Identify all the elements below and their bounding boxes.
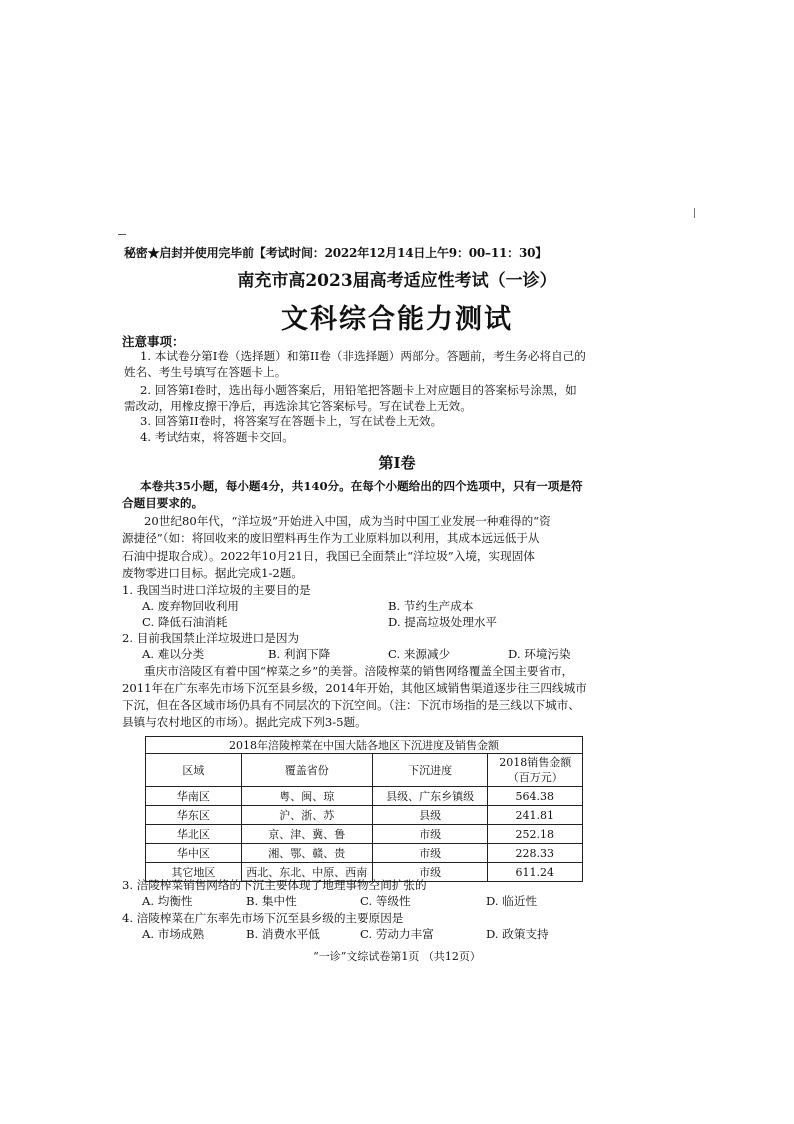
option-a: A. 难以分类 xyxy=(142,647,205,661)
header-sales-line1: 2018销售金额 xyxy=(499,756,572,769)
table-header-row xyxy=(146,754,583,787)
volume-intro: 本卷共35小题，每小题4分，共140分。在每个小题给出的四个选项中，只有一项是符 xyxy=(140,479,583,493)
option-d: D. 提高垃圾处理水平 xyxy=(388,615,498,629)
question-stem: 3. 涪陵榨菜销售网络的下沉主要体现了地理事物空间扩张的 xyxy=(122,878,427,892)
table-caption: 2018年涪陵榨菜在中国大陆各地区下沉进度及销售金额 xyxy=(146,737,583,754)
header-provinces: 覆盖省份 xyxy=(241,754,372,787)
option-d: D. 临近性 xyxy=(486,894,538,908)
header-sales xyxy=(488,754,583,787)
option-a: A. 废弃物回收利用 xyxy=(142,599,239,613)
cell-provinces: 西北、东北、中原、西南 xyxy=(241,863,372,882)
option-b: B. 集中性 xyxy=(246,894,297,908)
header-sales-line2: （百万元） xyxy=(507,771,563,784)
page-footer: “一诊”文综试卷第1页 （共12页） xyxy=(313,950,481,963)
cell-sales: 611.24 xyxy=(488,863,583,882)
cell-sales: 228.33 xyxy=(488,844,583,863)
option-c: C. 劳动力丰富 xyxy=(360,927,434,941)
secret-line: 秘密★启封并使用完毕前【考试时间：2022年12月14日上午9：00–11：30】 xyxy=(124,246,548,260)
option-c: C. 来源减少 xyxy=(388,647,451,661)
passage-line: 重庆市涪陵区有着中国“榨菜之乡”的美誉。涪陵榨菜的销售网络覆盖全国主要省市， xyxy=(144,664,574,678)
header-progress: 下沉进度 xyxy=(372,754,488,787)
question-stem: 4. 涪陵榨菜在广东率先市场下沉至县乡级的主要原因是 xyxy=(122,911,404,925)
option-a: A. 市场成熟 xyxy=(142,927,205,941)
note-item: 姓名、考生号填写在答题卡上。 xyxy=(124,365,287,379)
sales-table xyxy=(145,736,583,882)
cell-provinces: 湘、鄂、赣、贵 xyxy=(241,844,372,863)
note-item: 4. 考试结束，将答题卡交回。 xyxy=(140,430,294,444)
cell-provinces: 京、津、冀、鲁 xyxy=(241,825,372,844)
option-c: C. 等级性 xyxy=(360,894,411,908)
cell-progress: 市级 xyxy=(372,863,488,882)
subject-title: 文科综合能力测试 xyxy=(281,304,513,335)
table-caption-row xyxy=(146,737,583,754)
note-item: 2. 回答第I卷时，选出每小题答案后，用铅笔把答题卡上对应题目的答案标号涂黑，如 xyxy=(140,383,577,397)
passage-line: 下沉，但在各区域市场仍具有不同层次的下沉空间。（注：下沉市场指的是三线以下城市、 xyxy=(122,698,580,712)
table-row xyxy=(146,825,583,844)
cell-region: 华中区 xyxy=(146,844,242,863)
option-d: D. 环境污染 xyxy=(508,647,571,661)
option-b: B. 节约生产成本 xyxy=(388,599,474,613)
option-d: D. 政策支持 xyxy=(486,927,549,941)
cell-provinces: 粤、闽、琼 xyxy=(241,787,372,806)
table-row xyxy=(146,787,583,806)
cell-sales: 252.18 xyxy=(488,825,583,844)
note-item: 1. 本试卷分第I卷（选择题）和第II卷（非选择题）两部分。答题前，考生务必将自己的 xyxy=(140,349,586,363)
table-row xyxy=(146,806,583,825)
exam-title: 南充市高2023届高考适应性考试（一诊） xyxy=(237,271,557,291)
cell-progress: 县级 xyxy=(372,806,488,825)
scan-dash xyxy=(118,234,126,235)
cell-progress: 县级、广东乡镇级 xyxy=(372,787,488,806)
passage-line: 20世纪80年代，“洋垃圾”开始进入中国，成为当时中国工业发展一种难得的“资 xyxy=(144,514,551,528)
passage-line: 废物零进口目标。据此完成1-2题。 xyxy=(122,566,303,580)
option-b: B. 消费水平低 xyxy=(246,927,320,941)
cell-region: 华北区 xyxy=(146,825,242,844)
cell-provinces: 沪、浙、苏 xyxy=(241,806,372,825)
note-item: 3. 回答第II卷时，将答案写在答题卡上，写在试卷上无效。 xyxy=(140,414,443,428)
cell-sales: 564.38 xyxy=(488,787,583,806)
option-a: A. 均衡性 xyxy=(142,894,193,908)
header-region: 区域 xyxy=(146,754,242,787)
cell-sales: 241.81 xyxy=(488,806,583,825)
cell-region: 华南区 xyxy=(146,787,242,806)
option-c: C. 降低石油消耗 xyxy=(142,615,228,629)
scan-mark xyxy=(694,208,695,218)
question-stem: 1. 我国当时进口洋垃圾的主要目的是 xyxy=(122,583,311,597)
passage-line: 源捷径”（如：将回收来的废旧塑料再生作为工业原料加以利用，其成本远远低于从 xyxy=(122,531,540,545)
volume-title: 第I卷 xyxy=(378,454,416,472)
cell-region: 华东区 xyxy=(146,806,242,825)
option-b: B. 利润下降 xyxy=(268,647,331,661)
note-item: 需改动，用橡皮擦干净后，再选涂其它答案标号。写在试卷上无效。 xyxy=(124,399,472,413)
cell-region: 其它地区 xyxy=(146,863,242,882)
passage-line: 县镇与农村地区的市场）。据此完成下列3-5题。 xyxy=(122,715,367,729)
cell-progress: 市级 xyxy=(372,844,488,863)
notes-heading: 注意事项： xyxy=(122,334,185,349)
table-row xyxy=(146,844,583,863)
cell-progress: 市级 xyxy=(372,825,488,844)
passage-line: 2011年在广东率先市场下沉至县乡级，2014年开始，其他区域销售渠道逐步往三四线城市 xyxy=(122,681,587,695)
passage-line: 石油中提取合成）。2022年10月21日，我国已全面禁止“洋垃圾”入境，实现固体 xyxy=(122,549,535,563)
question-stem: 2. 目前我国禁止洋垃圾进口是因为 xyxy=(122,631,300,645)
volume-intro: 合题目要求的。 xyxy=(122,496,204,510)
